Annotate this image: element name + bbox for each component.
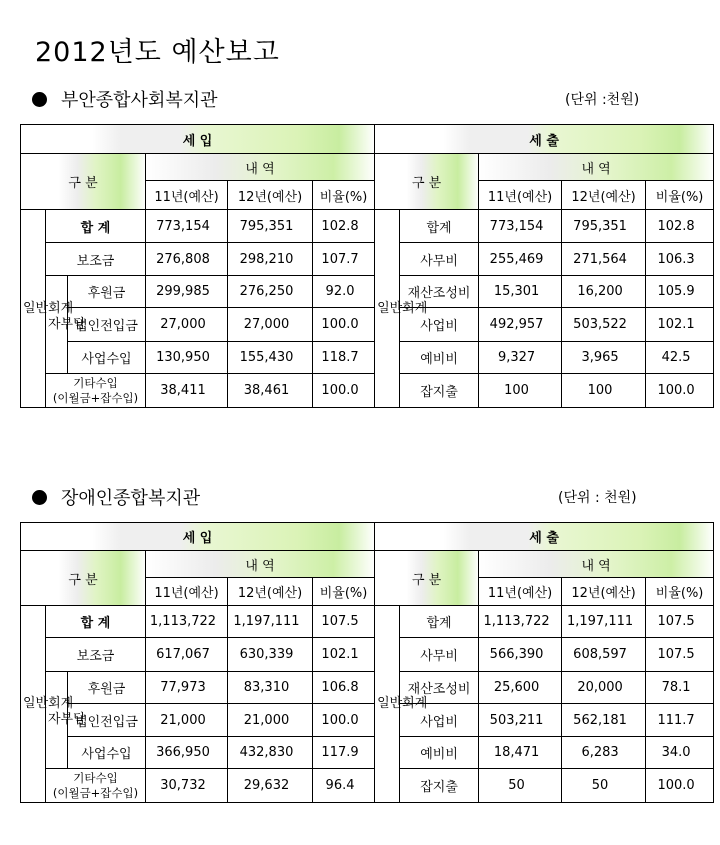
income-row-label: 법인전입금	[68, 704, 146, 737]
expense-cell: 566,390	[479, 638, 562, 672]
income-row-label: 사업수입	[68, 342, 146, 374]
expense-cell: 100	[479, 374, 562, 408]
section-title-text: 장애인종합복지관	[61, 488, 201, 509]
income-row-label: 후원금	[68, 276, 146, 308]
expense-cell: 34.0	[646, 737, 714, 769]
expense-cell: 608,597	[562, 638, 646, 672]
income-cell: 1,197,111	[228, 606, 313, 638]
expense-cell: 100.0	[646, 769, 714, 803]
income-cell: 83,310	[228, 672, 313, 704]
expense-row-label: 사무비	[400, 638, 479, 672]
bullet-icon	[32, 490, 47, 505]
expense-cell: 20,000	[562, 672, 646, 704]
section-title	[32, 86, 218, 112]
expense-cell: 773,154	[479, 210, 562, 243]
expense-cell: 42.5	[646, 342, 714, 374]
income-cell: 100.0	[313, 308, 375, 342]
col-header-prev: 11년(예산)	[146, 181, 228, 210]
expense-row-label: 합계	[400, 210, 479, 243]
expense-cell: 25,600	[479, 672, 562, 704]
col-header-cur: 12년(예산)	[562, 578, 646, 606]
income-cell: 366,950	[146, 737, 228, 769]
col-header-prev: 11년(예산)	[479, 578, 562, 606]
income-row-label: 후원금	[68, 672, 146, 704]
expense-header: 세 출	[375, 523, 714, 551]
income-header: 세 입	[21, 523, 375, 551]
expense-row-label: 예비비	[400, 342, 479, 374]
budget-table	[20, 124, 714, 408]
income-row-label: 법인전입금	[68, 308, 146, 342]
expense-row-label: 잡지출	[400, 769, 479, 803]
income-cell: 276,808	[146, 243, 228, 276]
expense-cell: 503,211	[479, 704, 562, 737]
expense-cell: 50	[562, 769, 646, 803]
income-cell: 773,154	[146, 210, 228, 243]
income-row-label: 사업수입	[68, 737, 146, 769]
income-cell: 100.0	[313, 374, 375, 408]
other-income-line2: (이월금+잡수입)	[52, 785, 139, 800]
expense-row-label: 사업비	[400, 704, 479, 737]
expense-cell: 255,469	[479, 243, 562, 276]
other-income-label	[46, 374, 146, 408]
expense-cell: 1,113,722	[479, 606, 562, 638]
expense-cell: 18,471	[479, 737, 562, 769]
category-header: 구 분	[375, 551, 479, 606]
income-cell: 276,250	[228, 276, 313, 308]
col-header-cur: 12년(예산)	[228, 578, 313, 606]
income-row-label: 보조금	[46, 638, 146, 672]
self-funds-label: 자부담	[46, 276, 68, 374]
expense-cell: 1,197,111	[562, 606, 646, 638]
expense-cell: 78.1	[646, 672, 714, 704]
unit-label: (단위 : 천원)	[558, 490, 637, 506]
general-account-label: 일반회계	[21, 210, 46, 408]
expense-row-label: 합계	[400, 606, 479, 638]
income-cell: 96.4	[313, 769, 375, 803]
income-cell: 155,430	[228, 342, 313, 374]
expense-cell: 16,200	[562, 276, 646, 308]
income-cell: 106.8	[313, 672, 375, 704]
col-header-prev: 11년(예산)	[146, 578, 228, 606]
col-header-cur: 12년(예산)	[562, 181, 646, 210]
income-cell: 77,973	[146, 672, 228, 704]
detail-header: 내 역	[479, 154, 714, 181]
expense-cell: 3,965	[562, 342, 646, 374]
expense-cell: 562,181	[562, 704, 646, 737]
section-title-text: 부안종합사회복지관	[61, 90, 218, 111]
detail-header: 내 역	[146, 551, 375, 578]
page-title: 2012년도 예산보고	[35, 37, 280, 68]
income-row-label: 보조금	[46, 243, 146, 276]
income-header: 세 입	[21, 125, 375, 154]
income-cell: 29,632	[228, 769, 313, 803]
detail-header: 내 역	[146, 154, 375, 181]
expense-cell: 106.3	[646, 243, 714, 276]
expense-cell: 271,564	[562, 243, 646, 276]
income-cell: 630,339	[228, 638, 313, 672]
expense-cell: 9,327	[479, 342, 562, 374]
bullet-icon	[32, 92, 47, 107]
general-account-label: 일반회계	[375, 606, 400, 803]
income-cell: 21,000	[228, 704, 313, 737]
expense-cell: 107.5	[646, 606, 714, 638]
category-header: 구 분	[375, 154, 479, 210]
col-header-ratio: 비율(%)	[313, 578, 375, 606]
income-cell: 432,830	[228, 737, 313, 769]
expense-cell: 50	[479, 769, 562, 803]
expense-row-label: 재산조성비	[400, 276, 479, 308]
income-row-label: 합 계	[46, 606, 146, 638]
expense-row-label: 재산조성비	[400, 672, 479, 704]
unit-label: (단위 :천원)	[565, 92, 640, 108]
col-header-cur: 12년(예산)	[228, 181, 313, 210]
income-cell: 617,067	[146, 638, 228, 672]
income-cell: 38,461	[228, 374, 313, 408]
expense-row-label: 사업비	[400, 308, 479, 342]
other-income-line1: 기타수입	[73, 375, 118, 390]
budget-table	[20, 522, 714, 803]
col-header-ratio: 비율(%)	[313, 181, 375, 210]
income-cell: 107.7	[313, 243, 375, 276]
income-cell: 38,411	[146, 374, 228, 408]
income-cell: 102.1	[313, 638, 375, 672]
income-cell: 299,985	[146, 276, 228, 308]
income-cell: 27,000	[146, 308, 228, 342]
detail-header: 내 역	[479, 551, 714, 578]
income-cell: 117.9	[313, 737, 375, 769]
expense-cell: 107.5	[646, 638, 714, 672]
general-account-label: 일반회계	[21, 606, 46, 803]
expense-cell: 102.8	[646, 210, 714, 243]
income-cell: 102.8	[313, 210, 375, 243]
other-income-label	[46, 769, 146, 803]
income-cell: 130,950	[146, 342, 228, 374]
expense-cell: 102.1	[646, 308, 714, 342]
self-funds-label: 자부담	[46, 672, 68, 769]
income-cell: 100.0	[313, 704, 375, 737]
col-header-ratio: 비율(%)	[646, 181, 714, 210]
expense-cell: 105.9	[646, 276, 714, 308]
income-cell: 118.7	[313, 342, 375, 374]
category-header: 구 분	[21, 154, 146, 210]
expense-row-label: 예비비	[400, 737, 479, 769]
income-cell: 795,351	[228, 210, 313, 243]
expense-cell: 15,301	[479, 276, 562, 308]
expense-cell: 111.7	[646, 704, 714, 737]
expense-row-label: 사무비	[400, 243, 479, 276]
income-cell: 92.0	[313, 276, 375, 308]
other-income-line2: (이월금+잡수입)	[52, 390, 139, 405]
income-cell: 1,113,722	[146, 606, 228, 638]
expense-cell: 100.0	[646, 374, 714, 408]
col-header-prev: 11년(예산)	[479, 181, 562, 210]
category-header: 구 분	[21, 551, 146, 606]
expense-cell: 492,957	[479, 308, 562, 342]
expense-row-label: 잡지출	[400, 374, 479, 408]
income-cell: 107.5	[313, 606, 375, 638]
income-cell: 30,732	[146, 769, 228, 803]
other-income-line1: 기타수입	[73, 770, 118, 785]
income-cell: 298,210	[228, 243, 313, 276]
general-account-label: 일반회계	[375, 210, 400, 408]
expense-cell: 795,351	[562, 210, 646, 243]
section-title	[32, 484, 200, 510]
expense-header: 세 출	[375, 125, 714, 154]
expense-cell: 100	[562, 374, 646, 408]
expense-cell: 503,522	[562, 308, 646, 342]
income-cell: 27,000	[228, 308, 313, 342]
col-header-ratio: 비율(%)	[646, 578, 714, 606]
income-cell: 21,000	[146, 704, 228, 737]
expense-cell: 6,283	[562, 737, 646, 769]
income-row-label: 합 계	[46, 210, 146, 243]
